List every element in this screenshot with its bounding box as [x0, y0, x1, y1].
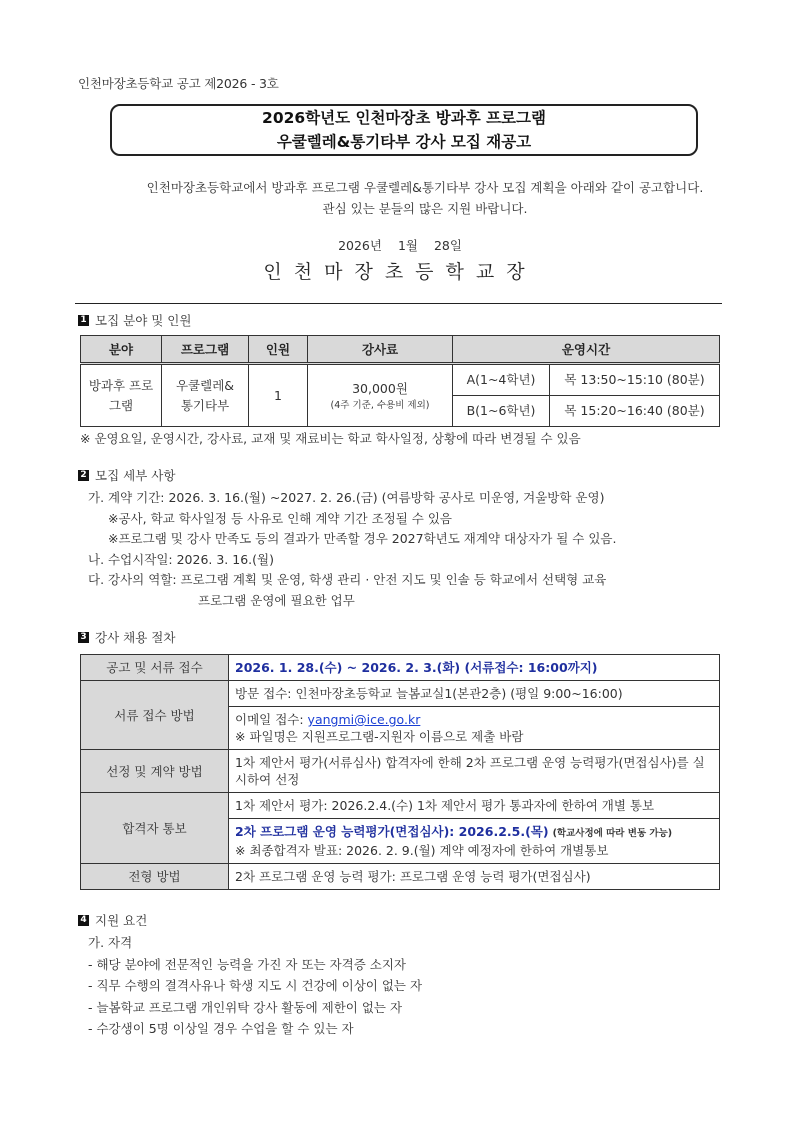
detail-role-cont: 프로그램 운영에 필요한 업무 — [198, 592, 355, 608]
intro-line-2: 관심 있는 분들의 많은 지원 바랍니다. — [322, 201, 528, 216]
requirements-list — [88, 932, 422, 1040]
section-2-heading — [78, 466, 175, 484]
detail-note-renewal: ※프로그램 및 강사 만족도 등의 결과가 만족할 경우 2027학년도 재계약 대상자가 될 수 있음. — [108, 531, 617, 546]
cell-group-b: B(1~6학년) — [453, 396, 550, 427]
notify-final: ※ 최종합격자 발표: 2026. 2. 9.(월) 계약 예정자에 한하여 개별통보 — [235, 843, 609, 858]
header-hours: 운영시간 — [453, 336, 720, 364]
date-year: 2026년 — [338, 238, 382, 253]
value-notify-first: 1차 제안서 평가: 2026.2.4.(수) 1차 제안서 평가 통과자에 한하여 개별 통보 — [229, 793, 720, 819]
title-box — [110, 104, 698, 156]
email-label: 이메일 접수: — [235, 712, 308, 727]
requirements-subtitle: 가. 자격 — [88, 935, 133, 950]
principal-signature: 인천마장초등학교장 — [263, 261, 537, 283]
requirement-item: - 해당 분야에 전문적인 능력을 가진 자 또는 자격증 소지자 — [88, 956, 406, 972]
section-title: 지원 요건 — [95, 913, 148, 928]
detail-note-adjust: ※공사, 학교 학사일정 등 사유로 인해 계약 기간 조정될 수 있음 — [108, 510, 452, 526]
cell-fee — [308, 364, 453, 427]
cell-time-b: 목 15:20~16:40 (80분) — [550, 396, 720, 427]
section-number-icon: 1 — [78, 315, 89, 326]
recruitment-details — [88, 488, 616, 611]
email-link[interactable]: yangmi@ice.go.kr — [307, 712, 421, 727]
header-field: 분야 — [81, 336, 162, 364]
cell-count: 1 — [249, 364, 308, 427]
fee-amount: 30,000원 — [352, 380, 408, 396]
email-note: ※ 파일명은 지원프로그램-지원자 이름으로 제출 바람 — [235, 729, 524, 744]
title-line-1: 2026학년도 인천마장초 방과후 프로그램 — [262, 109, 546, 127]
requirement-item: - 수강생이 5명 이상일 경우 수업을 할 수 있는 자 — [88, 1021, 354, 1036]
value-submit-visit: 방문 접수: 인천마장초등학교 늘봄교실1(본관2층) (평일 9:00~16:00) — [229, 681, 720, 707]
label-method: 전형 방법 — [81, 864, 229, 890]
divider — [75, 303, 722, 304]
section-number-icon: 2 — [78, 470, 89, 481]
requirement-item: - 늘봄학교 프로그램 개인위탁 강사 활동에 제한이 없는 자 — [88, 999, 403, 1015]
section-number-icon: 3 — [78, 632, 89, 643]
header-program: 프로그램 — [162, 336, 249, 364]
value-method: 2차 프로그램 운영 능력 평가: 프로그램 운영 능력 평가(면접심사) — [229, 864, 720, 890]
hiring-procedure-table — [80, 654, 720, 890]
value-selection: 1차 제안서 평가(서류심사) 합격자에 한해 2차 프로그램 운영 능력평가(면접심사)를 실시하여 선정 — [229, 750, 720, 793]
label-selection: 선정 및 계약 방법 — [81, 750, 229, 793]
header-fee: 강사료 — [308, 336, 453, 364]
section-3-heading — [78, 628, 175, 646]
label-submit: 서류 접수 방법 — [81, 681, 229, 750]
section-1-heading — [78, 311, 191, 329]
section-title: 강사 채용 절차 — [95, 630, 176, 645]
detail-contract-period: 가. 계약 기간: 2026. 3. 16.(월) ~2027. 2. 26.(금) (여름방학 공사로 미운영, 겨울방학 운영) — [88, 490, 605, 505]
cell-group-a: A(1~4학년) — [453, 364, 550, 396]
label-notify: 합격자 통보 — [81, 793, 229, 864]
value-submit-email — [229, 707, 720, 750]
detail-start-date: 나. 수업시작일: 2026. 3. 16.(월) — [88, 551, 274, 567]
cell-field: 방과후 프로그램 — [81, 364, 162, 427]
label-notice: 공고 및 서류 접수 — [81, 655, 229, 681]
cell-program: 우쿨렐레& 통기타부 — [162, 364, 249, 427]
section-title: 모집 세부 사항 — [95, 468, 176, 483]
cell-time-a: 목 13:50~15:10 (80분) — [550, 364, 720, 396]
detail-role: 다. 강사의 역할: 프로그램 계획 및 운영, 학생 관리 · 안전 지도 및 인솔 등 학교에서 선택형 교육 — [88, 572, 607, 587]
intro-text — [80, 177, 770, 219]
date-month: 1월 — [397, 238, 418, 253]
section-number-icon: 4 — [78, 915, 89, 926]
recruitment-table — [80, 335, 720, 427]
notify-second-note: (학교사정에 따라 변동 가능) — [552, 828, 673, 839]
intro-line-1: 인천마장초등학교에서 방과후 프로그램 우쿨렐레&통기타부 강사 모집 계획을 아래와 같이 공고합니다. — [146, 180, 704, 195]
date-day: 28일 — [433, 238, 462, 253]
value-notice: 2026. 1. 28.(수) ~ 2026. 2. 3.(화) (서류접수: 16:00까지) — [229, 655, 720, 681]
section-1-note: ※ 운영요일, 운영시간, 강사료, 교재 및 재료비는 학교 학사일정, 상황에 따라 변경될 수 있음 — [80, 431, 581, 446]
fee-note: (4주 기준, 수용비 제외) — [330, 399, 430, 411]
title-line-2: 우쿨렐레&통기타부 강사 모집 재공고 — [276, 133, 532, 151]
announcement-date — [0, 236, 800, 254]
requirement-item: - 직무 수행의 결격사유나 학생 지도 시 건강에 이상이 없는 자 — [88, 978, 423, 993]
section-title: 모집 분야 및 인원 — [95, 313, 192, 328]
header-count: 인원 — [249, 336, 308, 364]
document-number: 인천마장초등학교 공고 제2026 - 3호 — [78, 76, 279, 91]
section-4-heading — [78, 911, 147, 929]
value-notify-second — [229, 819, 720, 864]
notify-second-text: 2차 프로그램 운영 능력평가(면접심사): 2026.2.5.(목) — [235, 824, 549, 839]
